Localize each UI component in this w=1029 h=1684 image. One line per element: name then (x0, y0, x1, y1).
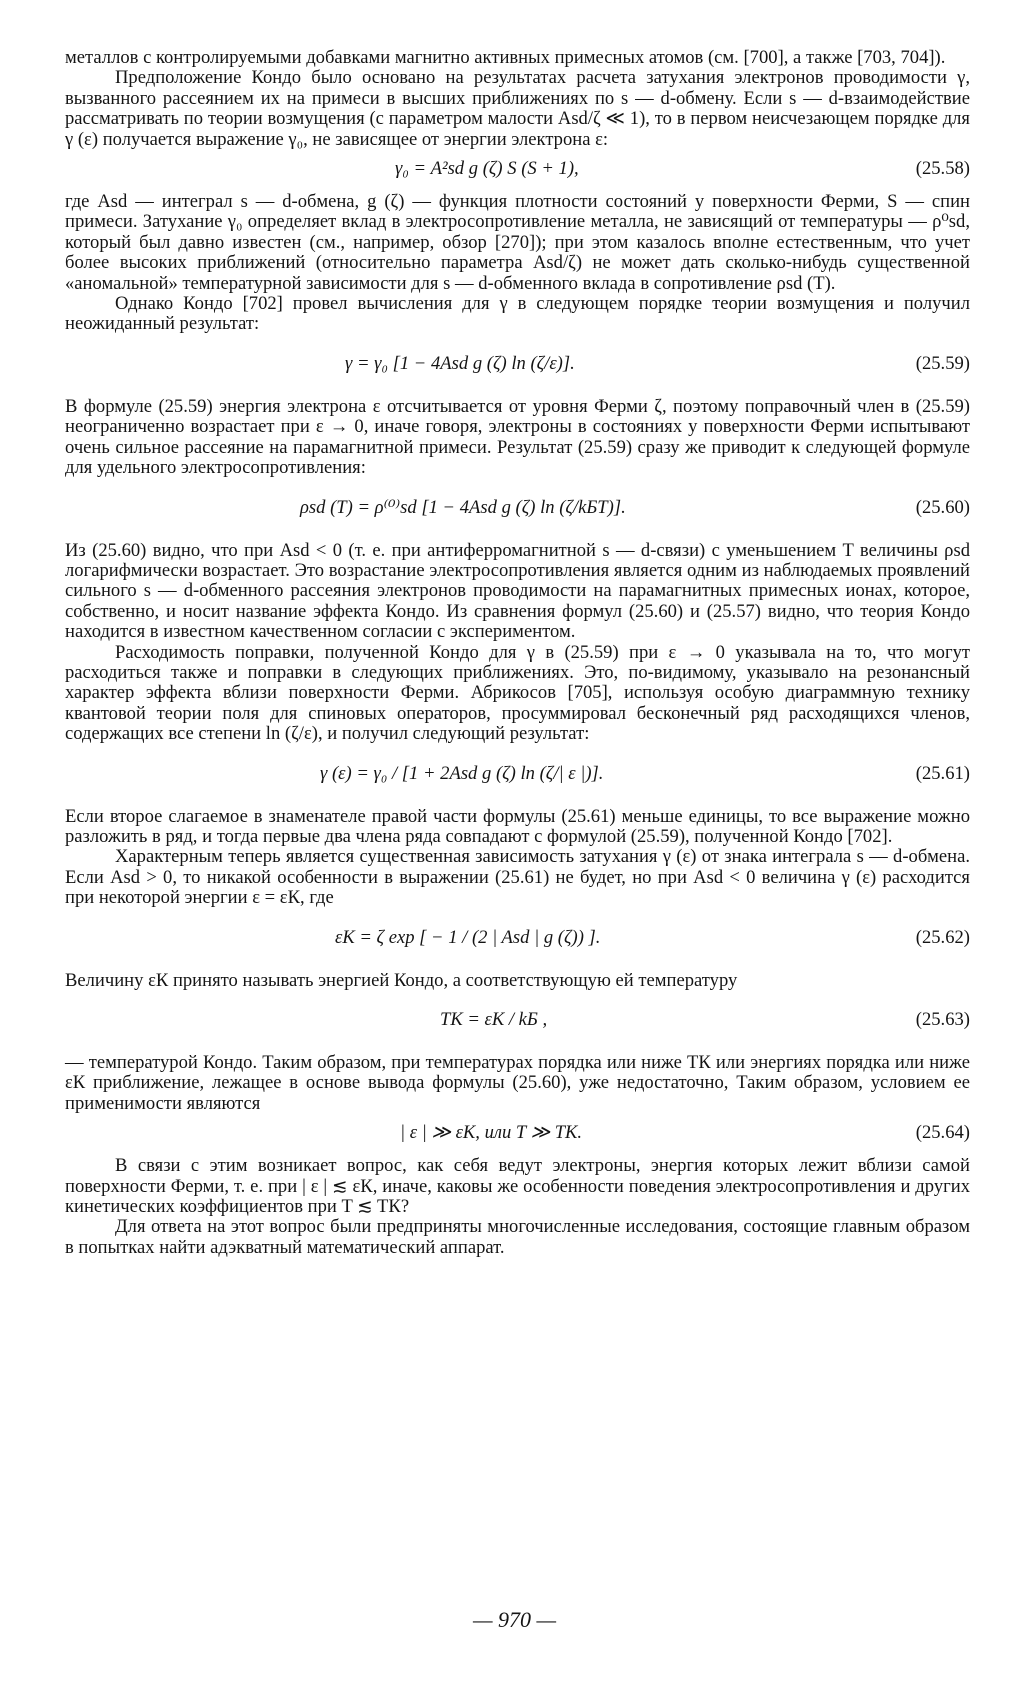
equation-number: (25.59) (915, 352, 970, 374)
page-body (65, 48, 970, 1258)
paragraph: Однако Кондо [702] провел вычисления для γ в следующем порядке теории возмущения и получил неожиданный результат: (65, 293, 970, 335)
equation (65, 487, 970, 531)
paragraph: Из (25.60) видно, что при Asd < 0 (т. е. при антиферромагнитной s — d-связи) с уменьшением T величины ρsd логарифмически возрастает. Это возрастание электросопротивления является одним из наблюдаемых проявлений сильного s — d-обменного рассеяния электронов проводимости на парамагнитных примесных ионах, которое, собственно, и носит название эффекта Кондо. Из сравнения формул (25.60) и (25.57) видно, что теория Кондо находится в известном качественном согласии с экспериментом. (65, 539, 970, 643)
formula: γ₀ = A²sd g (ζ) S (S + 1), (395, 158, 579, 180)
paragraph: Характерным теперь является существенная зависимость затухания γ (ε) от знака интеграла s — d-обмена. Если Asd > 0, то никакой особенности в выражении (25.61) не будет, но при Asd < 0 величина γ (ε) расходится при некоторой энергии ε = εК, где (65, 846, 970, 909)
equation-number: (25.60) (915, 496, 970, 518)
equation (65, 1122, 970, 1146)
formula: TК = εК / kБ , (440, 1009, 548, 1030)
paragraph: Расходимость поправки, полученной Кондо для γ в (25.59) при ε → 0 указывала на то, что могут расходиться также и поправки в следующих приближениях. Это, по-видимому, указывало на резонансный характер эффекта вблизи поверхности Ферми. Абрикосов [705], используя особую диаграммную технику квантовой теории поля для спиновых операторов, просуммировал бесконечный ряд расходящихся членов, содержащих все степени ln (ζ/ε), и получил следующий результат: (65, 641, 970, 745)
equation (65, 158, 970, 182)
formula: ρsd (T) = ρ⁽⁰⁾sd [1 − 4Asd g (ζ) ln (ζ/kБT)]. (300, 496, 626, 518)
paragraph: где Asd — интеграл s — d-обмена, g (ζ) — функция плотности состояний у поверхности Ферми, S — спин примеси. Затухание γ₀ определяет вклад в электросопротивление металла, не зависящий от температуры — ρ⁰sd, который был давно известен (см., например, обзор [270]); при этом казалось вполне естественным, что учет более высоких приближений (относительно параметра Asd/ζ) не может дать сколько-нибудь существенной «аномальной» температурной зависимости для s — d-обменного вклада в сопротивление ρsd (T). (65, 191, 970, 294)
equation-number: (25.63) (915, 1009, 970, 1030)
equation (65, 343, 970, 387)
paragraph: Если второе слагаемое в знаменателе правой части формулы (25.61) меньше единицы, то все выражение можно разложить в ряд, и тогда первые два члена ряда совпадают с формулой (25.59), полученной Кондо [702]. (65, 805, 970, 847)
paragraph: В формуле (25.59) энергия электрона ε отсчитывается от уровня Ферми ζ, поэтому поправочный член в (25.59) неограниченно возрастает при ε → 0, иначе говоря, электроны в состояниях у поверхности Ферми испытывают очень сильное рассеяние на парамагнитной примеси. Результат (25.59) сразу же приводит к следующей формуле для удельного электросопротивления: (65, 395, 970, 479)
formula: γ = γ₀ [1 − 4Asd g (ζ) ln (ζ/ε)]. (345, 352, 575, 374)
equation-number: (25.61) (915, 762, 970, 784)
paragraph: В связи с этим возникает вопрос, как себя ведут электроны, энергия которых лежит вблизи самой поверхности Ферми, т. е. при | ε | ≲ εК, иначе, каковы же особенности поведения электросопротивления и других кинетических коэффициентов при T ≲ TК? (65, 1155, 970, 1218)
paragraph: металлов с контролируемыми добавками магнитно активных примесных атомов (см. [700], а также [703, 704]). (65, 47, 946, 68)
formula: εК = ζ exp [ − 1 / (2 | Asd | g (ζ)) ]. (335, 926, 601, 948)
equation (65, 917, 970, 961)
page-number: — 970 — (472, 1607, 557, 1632)
equation-number: (25.58) (915, 158, 970, 180)
equation (65, 753, 970, 797)
equation (65, 999, 970, 1043)
equation-number: (25.62) (915, 926, 970, 948)
formula: | ε | ≫ εК, или T ≫ TК. (400, 1122, 583, 1144)
paragraph: Предположение Кондо было основано на результатах расчета затухания электронов проводимости γ, вызванного рассеянием их на примеси в высших приближениях по s — d-обмену. Если s — d-взаимодействие рассматривать по теории возмущения (с параметром малости Asd/ζ ≪ 1), то в первом неисчезающем порядке для γ (ε) получается выражение γ₀, не зависящее от энергии электрона ε: (65, 67, 970, 150)
formula: γ (ε) = γ₀ / [1 + 2Asd g (ζ) ln (ζ/| ε |)]. (320, 762, 604, 784)
paragraph: Величину εК принято называть энергией Кондо, а соответствующую ей температуру (65, 969, 738, 991)
paragraph: Для ответа на этот вопрос были предприняты многочисленные исследования, состоящие главным образом в попытках найти адэкватный математический аппарат. (65, 1216, 970, 1258)
equation-number: (25.64) (915, 1122, 970, 1144)
paragraph: — температурой Кондо. Таким образом, при температурах порядка или ниже TК или энергиях порядка или ниже εК приближение, лежащее в основе вывода формулы (25.60), уже недостаточно, Таким образом, условием ее применимости являются (65, 1052, 970, 1114)
